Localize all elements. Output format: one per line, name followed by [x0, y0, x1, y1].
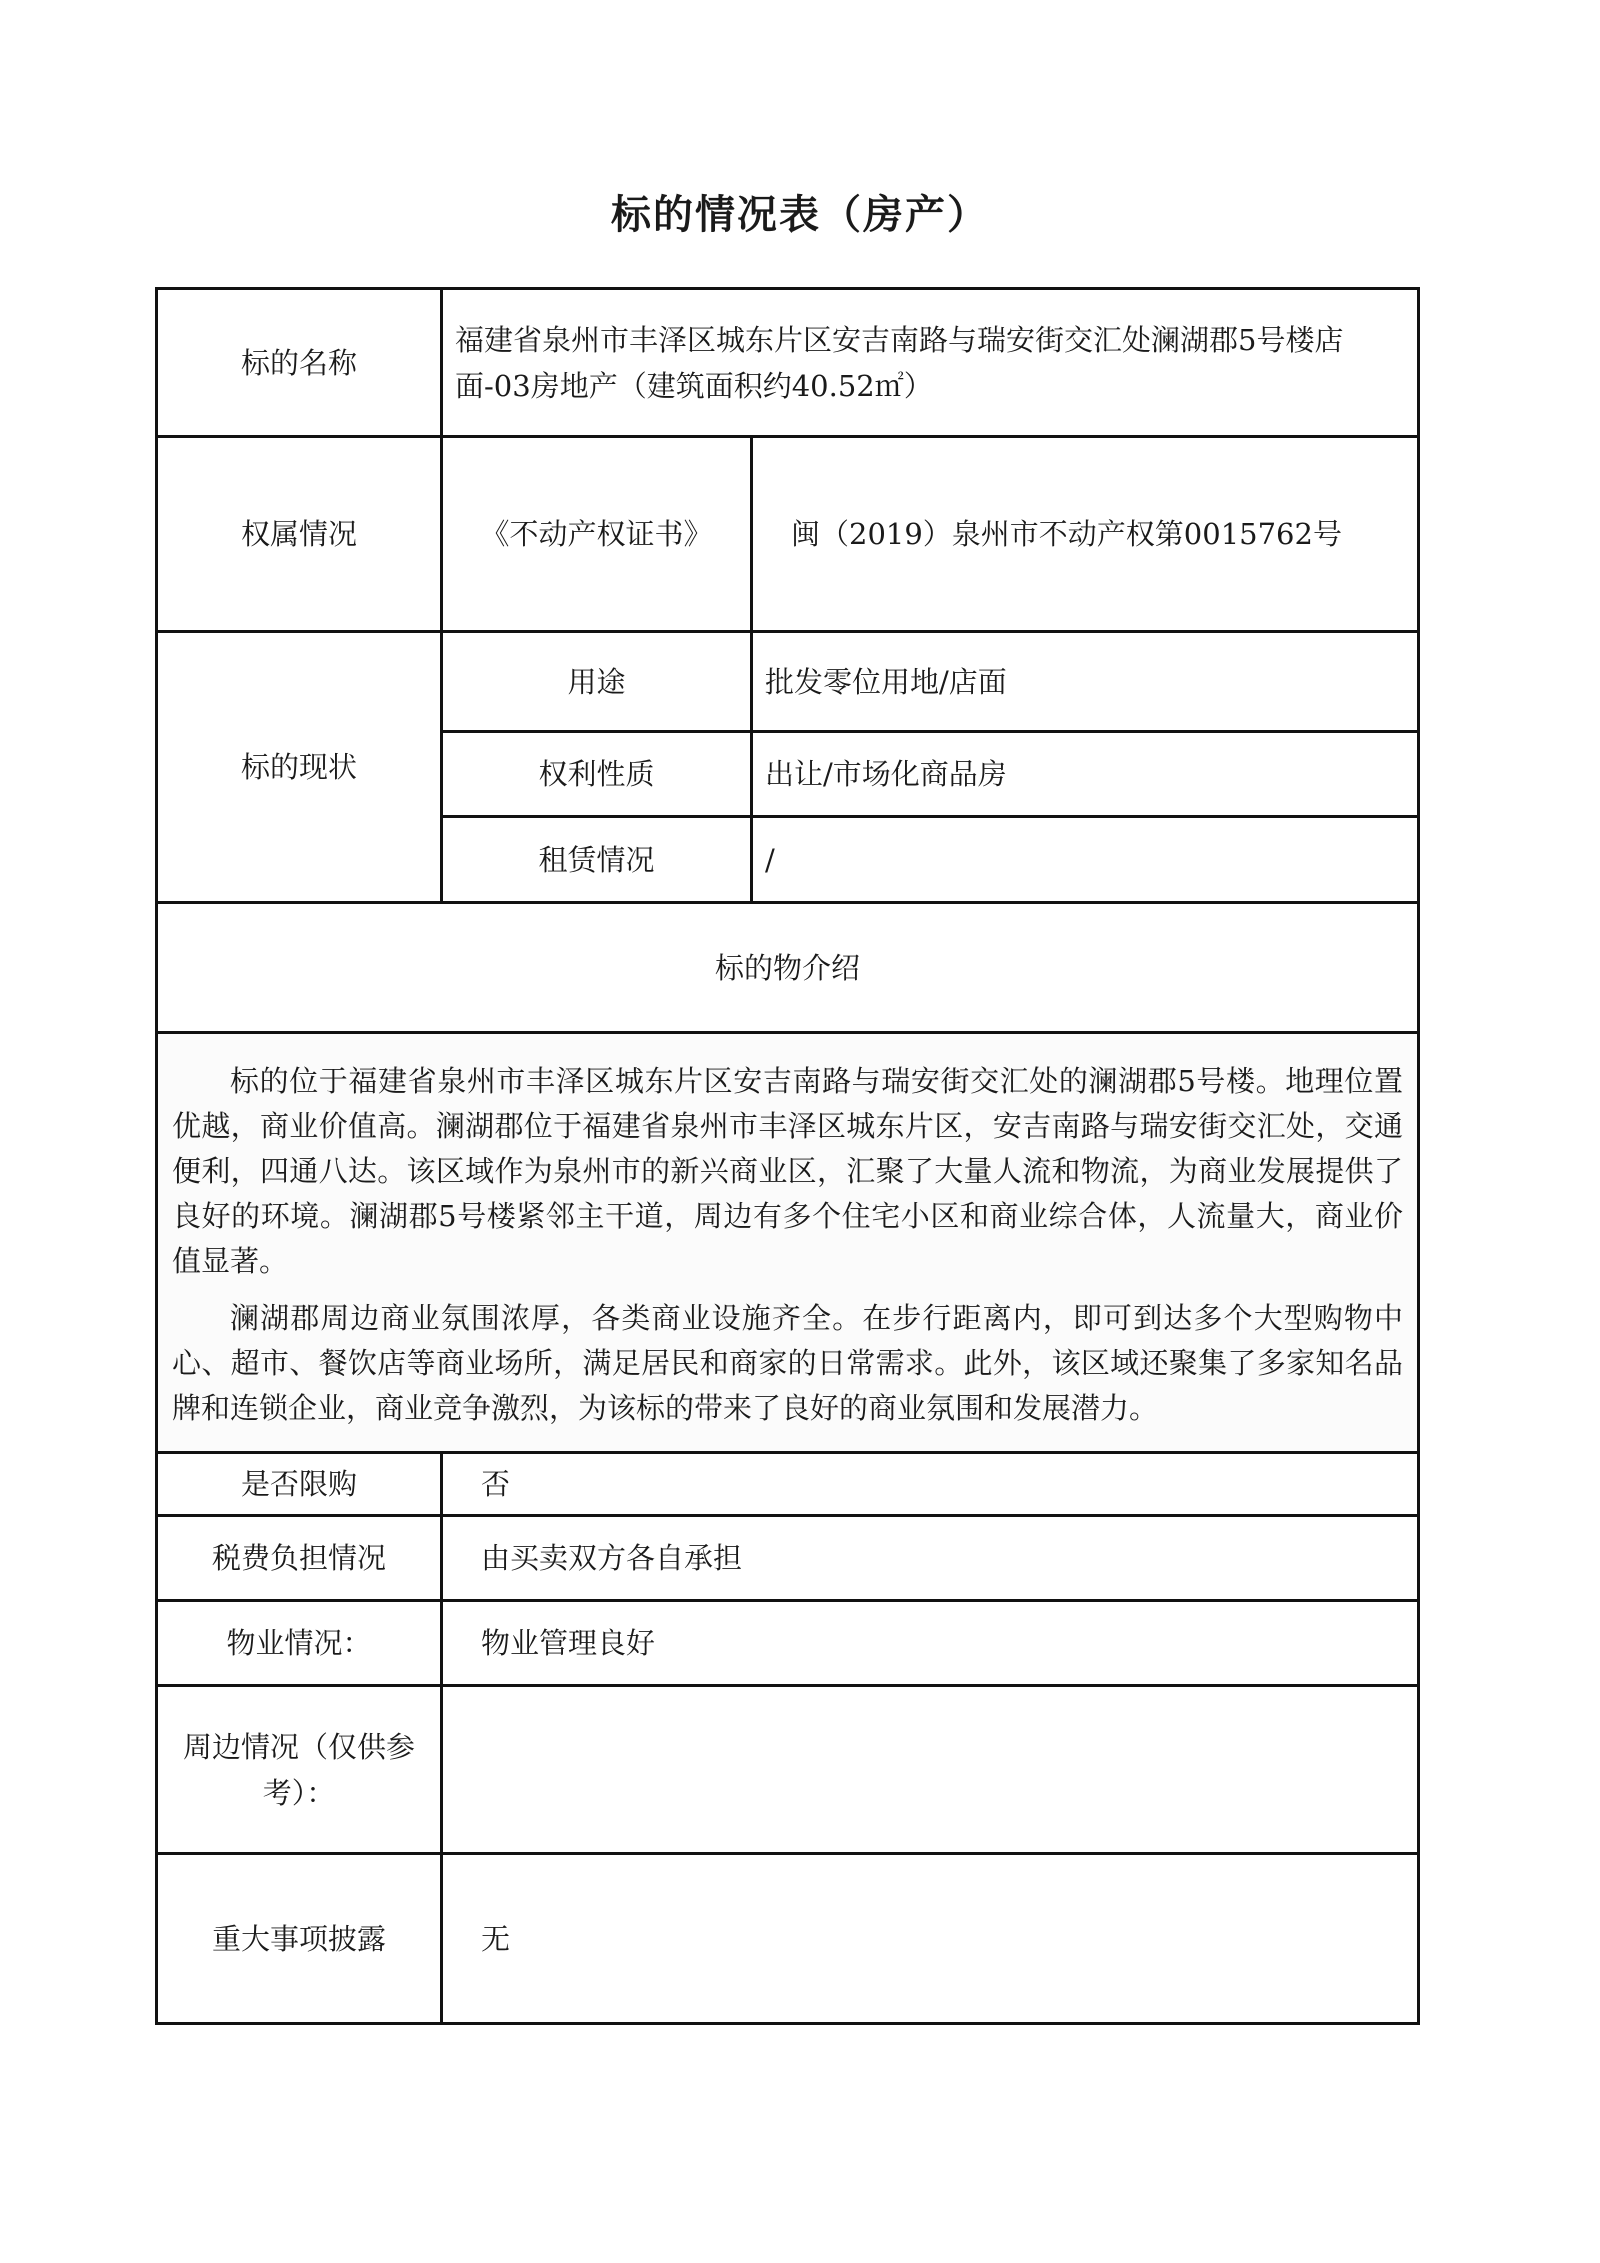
subject-name-value: 福建省泉州市丰泽区城东片区安吉南路与瑞安街交汇处澜湖郡5号楼店面-03房地产（建筑面积约40.52㎡）: [442, 289, 1419, 437]
purchase-limit-label: 是否限购: [157, 1453, 442, 1516]
purchase-limit-value: 否: [442, 1453, 1419, 1516]
surroundings-row: [157, 1686, 1419, 1854]
subject-name-row: [157, 289, 1419, 437]
introduction-body-row: [157, 1033, 1419, 1453]
ownership-label: 权属情况: [157, 437, 442, 632]
purchase-limit-row: [157, 1453, 1419, 1516]
rights-value: 出让/市场化商品房: [752, 732, 1419, 817]
property-info-table: [155, 287, 1420, 2025]
introduction-heading: 标的物介绍: [157, 903, 1419, 1033]
surroundings-value: [442, 1686, 1419, 1854]
property-mgmt-row: [157, 1601, 1419, 1686]
usage-label: 用途: [442, 632, 752, 732]
rights-label: 权利性质: [442, 732, 752, 817]
subject-name-label: 标的名称: [157, 289, 442, 437]
disclosure-value: 无: [442, 1854, 1419, 2024]
page-title: 标的情况表（房产）: [611, 192, 989, 238]
tax-value: 由买卖双方各自承担: [442, 1516, 1419, 1601]
tax-label: 税费负担情况: [157, 1516, 442, 1601]
introduction-heading-row: [157, 903, 1419, 1033]
introduction-paragraph: 澜湖郡周边商业氛围浓厚，各类商业设施齐全。在步行距离内，即可到达多个大型购物中心、超市、餐饮店等商业场所，满足居民和商家的日常需求。此外，该区域还聚集了多家知名品牌和连锁企业，商业竞争激烈，为该标的带来了良好的商业氛围和发展潜力。: [172, 1300, 1403, 1425]
lease-value: /: [752, 817, 1419, 903]
lease-label: 租赁情况: [442, 817, 752, 903]
property-mgmt-label: 物业情况：: [157, 1601, 442, 1686]
usage-value: 批发零位用地/店面: [752, 632, 1419, 732]
disclosure-row: [157, 1854, 1419, 2024]
introduction-paragraph: 标的位于福建省泉州市丰泽区城东片区安吉南路与瑞安街交汇处的澜湖郡5号楼。地理位置优越，商业价值高。澜湖郡位于福建省泉州市丰泽区城东片区，安吉南路与瑞安街交汇处，交通便利，四通八达。该区域作为泉州市的新兴商业区，汇聚了大量人流和物流，为商业发展提供了良好的环境。澜湖郡5号楼紧邻主干道，周边有多个住宅小区和商业综合体，人流量大，商业价值显著。: [172, 1063, 1403, 1278]
status-label: 标的现状: [157, 632, 442, 903]
introduction-body: [157, 1033, 1419, 1453]
ownership-row: [157, 437, 1419, 632]
disclosure-label: 重大事项披露: [157, 1854, 442, 2024]
ownership-doc-type: 《不动产权证书》: [442, 437, 752, 632]
tax-row: [157, 1516, 1419, 1601]
ownership-doc-number: 闽（2019）泉州市不动产权第0015762号: [752, 437, 1419, 632]
status-row-usage: [157, 632, 1419, 732]
property-mgmt-value: 物业管理良好: [442, 1601, 1419, 1686]
surroundings-label: 周边情况（仅供参考）：: [157, 1686, 442, 1854]
